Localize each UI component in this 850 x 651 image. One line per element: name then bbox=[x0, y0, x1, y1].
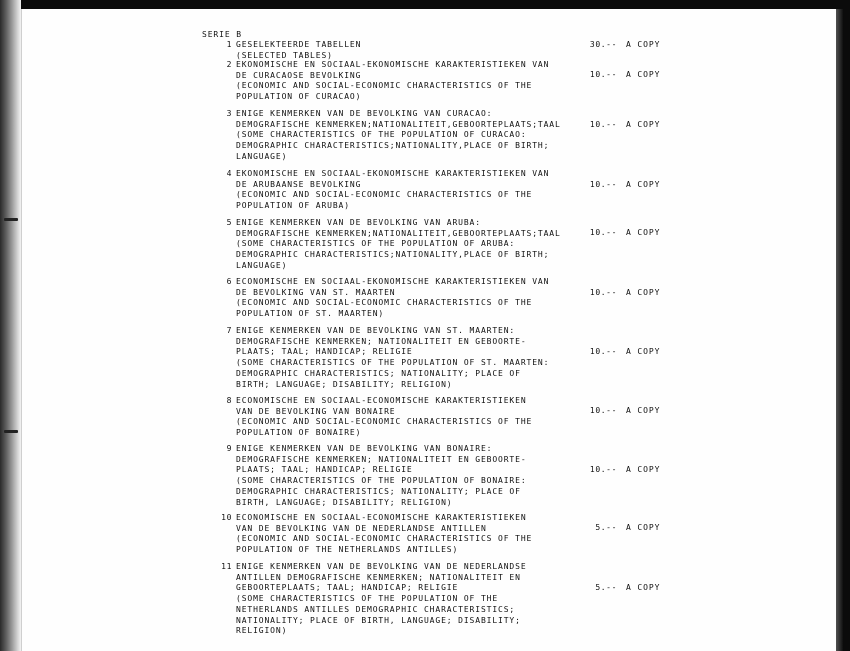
entry-price-unit: A COPY bbox=[626, 347, 661, 356]
entry-line: ENIGE KENMERKEN VAN DE BEVOLKING VAN DE NEDERLANDSE bbox=[236, 562, 527, 571]
entry-price: 10.-- bbox=[589, 465, 617, 474]
entry-line: ENIGE KENMERKEN VAN DE BEVOLKING VAN CURACAO: bbox=[236, 109, 493, 118]
entry-line: ENIGE KENMERKEN VAN DE BEVOLKING VAN BONAIRE: bbox=[236, 444, 493, 453]
entry-price-unit: A COPY bbox=[626, 180, 661, 189]
document-page bbox=[21, 9, 836, 651]
entry-number: 9 bbox=[226, 444, 232, 453]
entry-price: 5.-- bbox=[595, 523, 617, 532]
entry-line: DEMOGRAFISCHE KENMERKEN;NATIONALITEIT,GEBOORTEPLAATS;TAAL bbox=[236, 228, 561, 238]
entry-line: DE CURACAOSE BEVOLKING bbox=[236, 70, 362, 80]
entry-price: 10.-- bbox=[589, 120, 617, 129]
entry-line: POPULATION OF BONAIRE) bbox=[236, 428, 362, 438]
entry-description bbox=[236, 277, 596, 320]
entry-line: (SOME CHARACTERISTICS OF THE POPULATION OF ARUBA: bbox=[236, 239, 516, 249]
entry-line: ENIGE KENMERKEN VAN DE BEVOLKING VAN ST. MAARTEN: bbox=[236, 326, 516, 335]
entry-description bbox=[236, 109, 596, 163]
entry-price: 10.-- bbox=[589, 180, 617, 189]
entry-line: DEMOGRAFISCHE KENMERKEN; NATIONALITEIT EN GEBOORTE- bbox=[236, 336, 527, 346]
entry-price: 10.-- bbox=[589, 228, 617, 237]
entry-description bbox=[236, 562, 596, 637]
entry-line: DEMOGRAPHIC CHARACTERISTICS; NATIONALITY; PLACE OF bbox=[236, 368, 521, 378]
entry-line: ECONOMISCHE EN SOCIAAL-ECONOMISCHE KARAKTERISTIEKEN bbox=[236, 396, 527, 405]
entry-line: BIRTH; LANGUAGE; DISABILITY; RELIGION) bbox=[236, 379, 453, 389]
entry-price-unit: A COPY bbox=[626, 228, 661, 237]
entry-line: DEMOGRAPHIC CHARACTERISTICS; NATIONALITY; PLACE OF bbox=[236, 486, 521, 496]
entry-line: PLAATS; TAAL; HANDICAP; RELIGIE bbox=[236, 465, 413, 475]
entry-description bbox=[236, 169, 596, 212]
entry-line: DEMOGRAPHIC CHARACTERISTICS;NATIONALITY,PLACE OF BIRTH; bbox=[236, 250, 550, 260]
entry-line: VAN DE BEVOLKING VAN DE NEDERLANDSE ANTILLEN bbox=[236, 523, 487, 533]
entry-line: (SOME CHARACTERISTICS OF THE POPULATION OF CURACAO: bbox=[236, 130, 527, 140]
entry-line: (SOME CHARACTERISTICS OF THE POPULATION OF ST. MAARTEN: bbox=[236, 358, 550, 368]
entry-line: (ECONOMIC AND SOCIAL-ECONOMIC CHARACTERISTICS OF THE bbox=[236, 298, 533, 308]
entry-number: 5 bbox=[226, 218, 232, 227]
entry-line: VAN DE BEVOLKING VAN BONAIRE bbox=[236, 406, 396, 416]
entry-number: 1 bbox=[226, 40, 232, 49]
entry-line: ENIGE KENMERKEN VAN DE BEVOLKING VAN ARUBA: bbox=[236, 218, 481, 227]
entry-number: 11 bbox=[221, 562, 232, 571]
entry-line: DEMOGRAFISCHE KENMERKEN;NATIONALITEIT,GEBOORTEPLAATS;TAAL bbox=[236, 119, 561, 129]
entry-description bbox=[236, 513, 596, 556]
series-title: SERIE B bbox=[202, 30, 243, 39]
entry-price: 10.-- bbox=[589, 406, 617, 415]
entry-line: ANTILLEN DEMOGRAFISCHE KENMERKEN; NATIONALITEIT EN bbox=[236, 572, 521, 582]
entry-line: (ECONOMIC AND SOCIAL-ECONOMIC CHARACTERISTICS OF THE bbox=[236, 190, 533, 200]
binder-edge bbox=[0, 0, 21, 651]
entry-line: GEBOORTEPLAATS; TAAL; HANDICAP; RELIGIE bbox=[236, 583, 459, 593]
entry-price: 10.-- bbox=[589, 70, 617, 79]
page-shadow bbox=[835, 9, 843, 651]
entry-line: BIRTH, LANGUAGE; DISABILITY; RELIGION) bbox=[236, 497, 453, 507]
entry-line: DEMOGRAPHIC CHARACTERISTICS;NATIONALITY,PLACE OF BIRTH; bbox=[236, 141, 550, 151]
entry-price-unit: A COPY bbox=[626, 583, 661, 592]
entry-number: 3 bbox=[226, 109, 232, 118]
entry-line: (ECONOMIC AND SOCIAL-ECONOMIC CHARACTERISTICS OF THE bbox=[236, 534, 533, 544]
entry-line: (SELECTED TABLES) bbox=[236, 50, 333, 60]
entry-line: (ECONOMIC AND SOCIAL-ECONOMIC CHARACTERISTICS OF THE bbox=[236, 81, 533, 91]
entry-line: RELIGION) bbox=[236, 626, 288, 636]
entry-line: NETHERLANDS ANTILLES DEMOGRAPHIC CHARACTERISTICS; bbox=[236, 604, 516, 614]
entry-price-unit: A COPY bbox=[626, 465, 661, 474]
entry-description bbox=[236, 40, 596, 61]
entry-number: 4 bbox=[226, 169, 232, 178]
entry-number: 7 bbox=[226, 326, 232, 335]
entry-line: (SOME CHARACTERISTICS OF THE POPULATION OF BONAIRE: bbox=[236, 476, 527, 486]
entry-price-unit: A COPY bbox=[626, 70, 661, 79]
entry-price: 10.-- bbox=[589, 347, 617, 356]
entry-number: 10 bbox=[221, 513, 232, 522]
entry-line: PLAATS; TAAL; HANDICAP; RELIGIE bbox=[236, 347, 413, 357]
entry-description bbox=[236, 326, 596, 390]
entry-number: 8 bbox=[226, 396, 232, 405]
entry-line: LANGUAGE) bbox=[236, 260, 288, 270]
entry-description bbox=[236, 444, 596, 508]
entry-line: ECONOMISCHE EN SOCIAAL-ECONOMISCHE KARAKTERISTIEKEN bbox=[236, 513, 527, 522]
entry-number: 6 bbox=[226, 277, 232, 286]
entry-price-unit: A COPY bbox=[626, 40, 661, 49]
entry-line: POPULATION OF ARUBA) bbox=[236, 201, 350, 211]
entry-price-unit: A COPY bbox=[626, 288, 661, 297]
entry-line: LANGUAGE) bbox=[236, 151, 288, 161]
entry-line: (ECONOMIC AND SOCIAL-ECONOMIC CHARACTERISTICS OF THE bbox=[236, 417, 533, 427]
entry-line: (SOME CHARACTERISTICS OF THE POPULATION OF THE bbox=[236, 594, 499, 604]
entry-number: 2 bbox=[226, 60, 232, 69]
entry-line: ECONOMISCHE EN SOCIAAL-EKONOMISCHE KARAKTERISTIEKEN VAN bbox=[236, 277, 550, 286]
entry-line: NATIONALITY; PLACE OF BIRTH, LANGUAGE; DISABILITY; bbox=[236, 615, 521, 625]
entry-line: POPULATION OF THE NETHERLANDS ANTILLES) bbox=[236, 545, 459, 555]
entry-line: POPULATION OF ST. MAARTEN) bbox=[236, 309, 385, 319]
entry-line: DE BEVOLKING VAN ST. MAARTEN bbox=[236, 287, 396, 297]
entry-price-unit: A COPY bbox=[626, 523, 661, 532]
entry-line: DEMOGRAFISCHE KENMERKEN; NATIONALITEIT EN GEBOORTE- bbox=[236, 454, 527, 464]
binder-hinge bbox=[4, 430, 18, 433]
entry-price: 5.-- bbox=[595, 583, 617, 592]
binder-hinge bbox=[4, 218, 18, 221]
entry-price: 30.-- bbox=[589, 40, 617, 49]
entry-description bbox=[236, 218, 596, 272]
entry-line: EKONOMISCHE EN SOCIAAL-EKONOMISCHE KARAKTERISTIEKEN VAN bbox=[236, 60, 550, 69]
entry-price-unit: A COPY bbox=[626, 406, 661, 415]
publication-list bbox=[22, 9, 836, 651]
entry-description bbox=[236, 396, 596, 439]
entry-price-unit: A COPY bbox=[626, 120, 661, 129]
entry-line: DE ARUBAANSE BEVOLKING bbox=[236, 179, 362, 189]
entry-price: 10.-- bbox=[589, 288, 617, 297]
entry-description bbox=[236, 60, 596, 103]
entry-line: POPULATION OF CURACAO) bbox=[236, 92, 362, 102]
entry-line: GESELEKTEERDE TABELLEN bbox=[236, 40, 362, 49]
entry-line: EKONOMISCHE EN SOCIAAL-EKONOMISCHE KARAKTERISTIEKEN VAN bbox=[236, 169, 550, 178]
